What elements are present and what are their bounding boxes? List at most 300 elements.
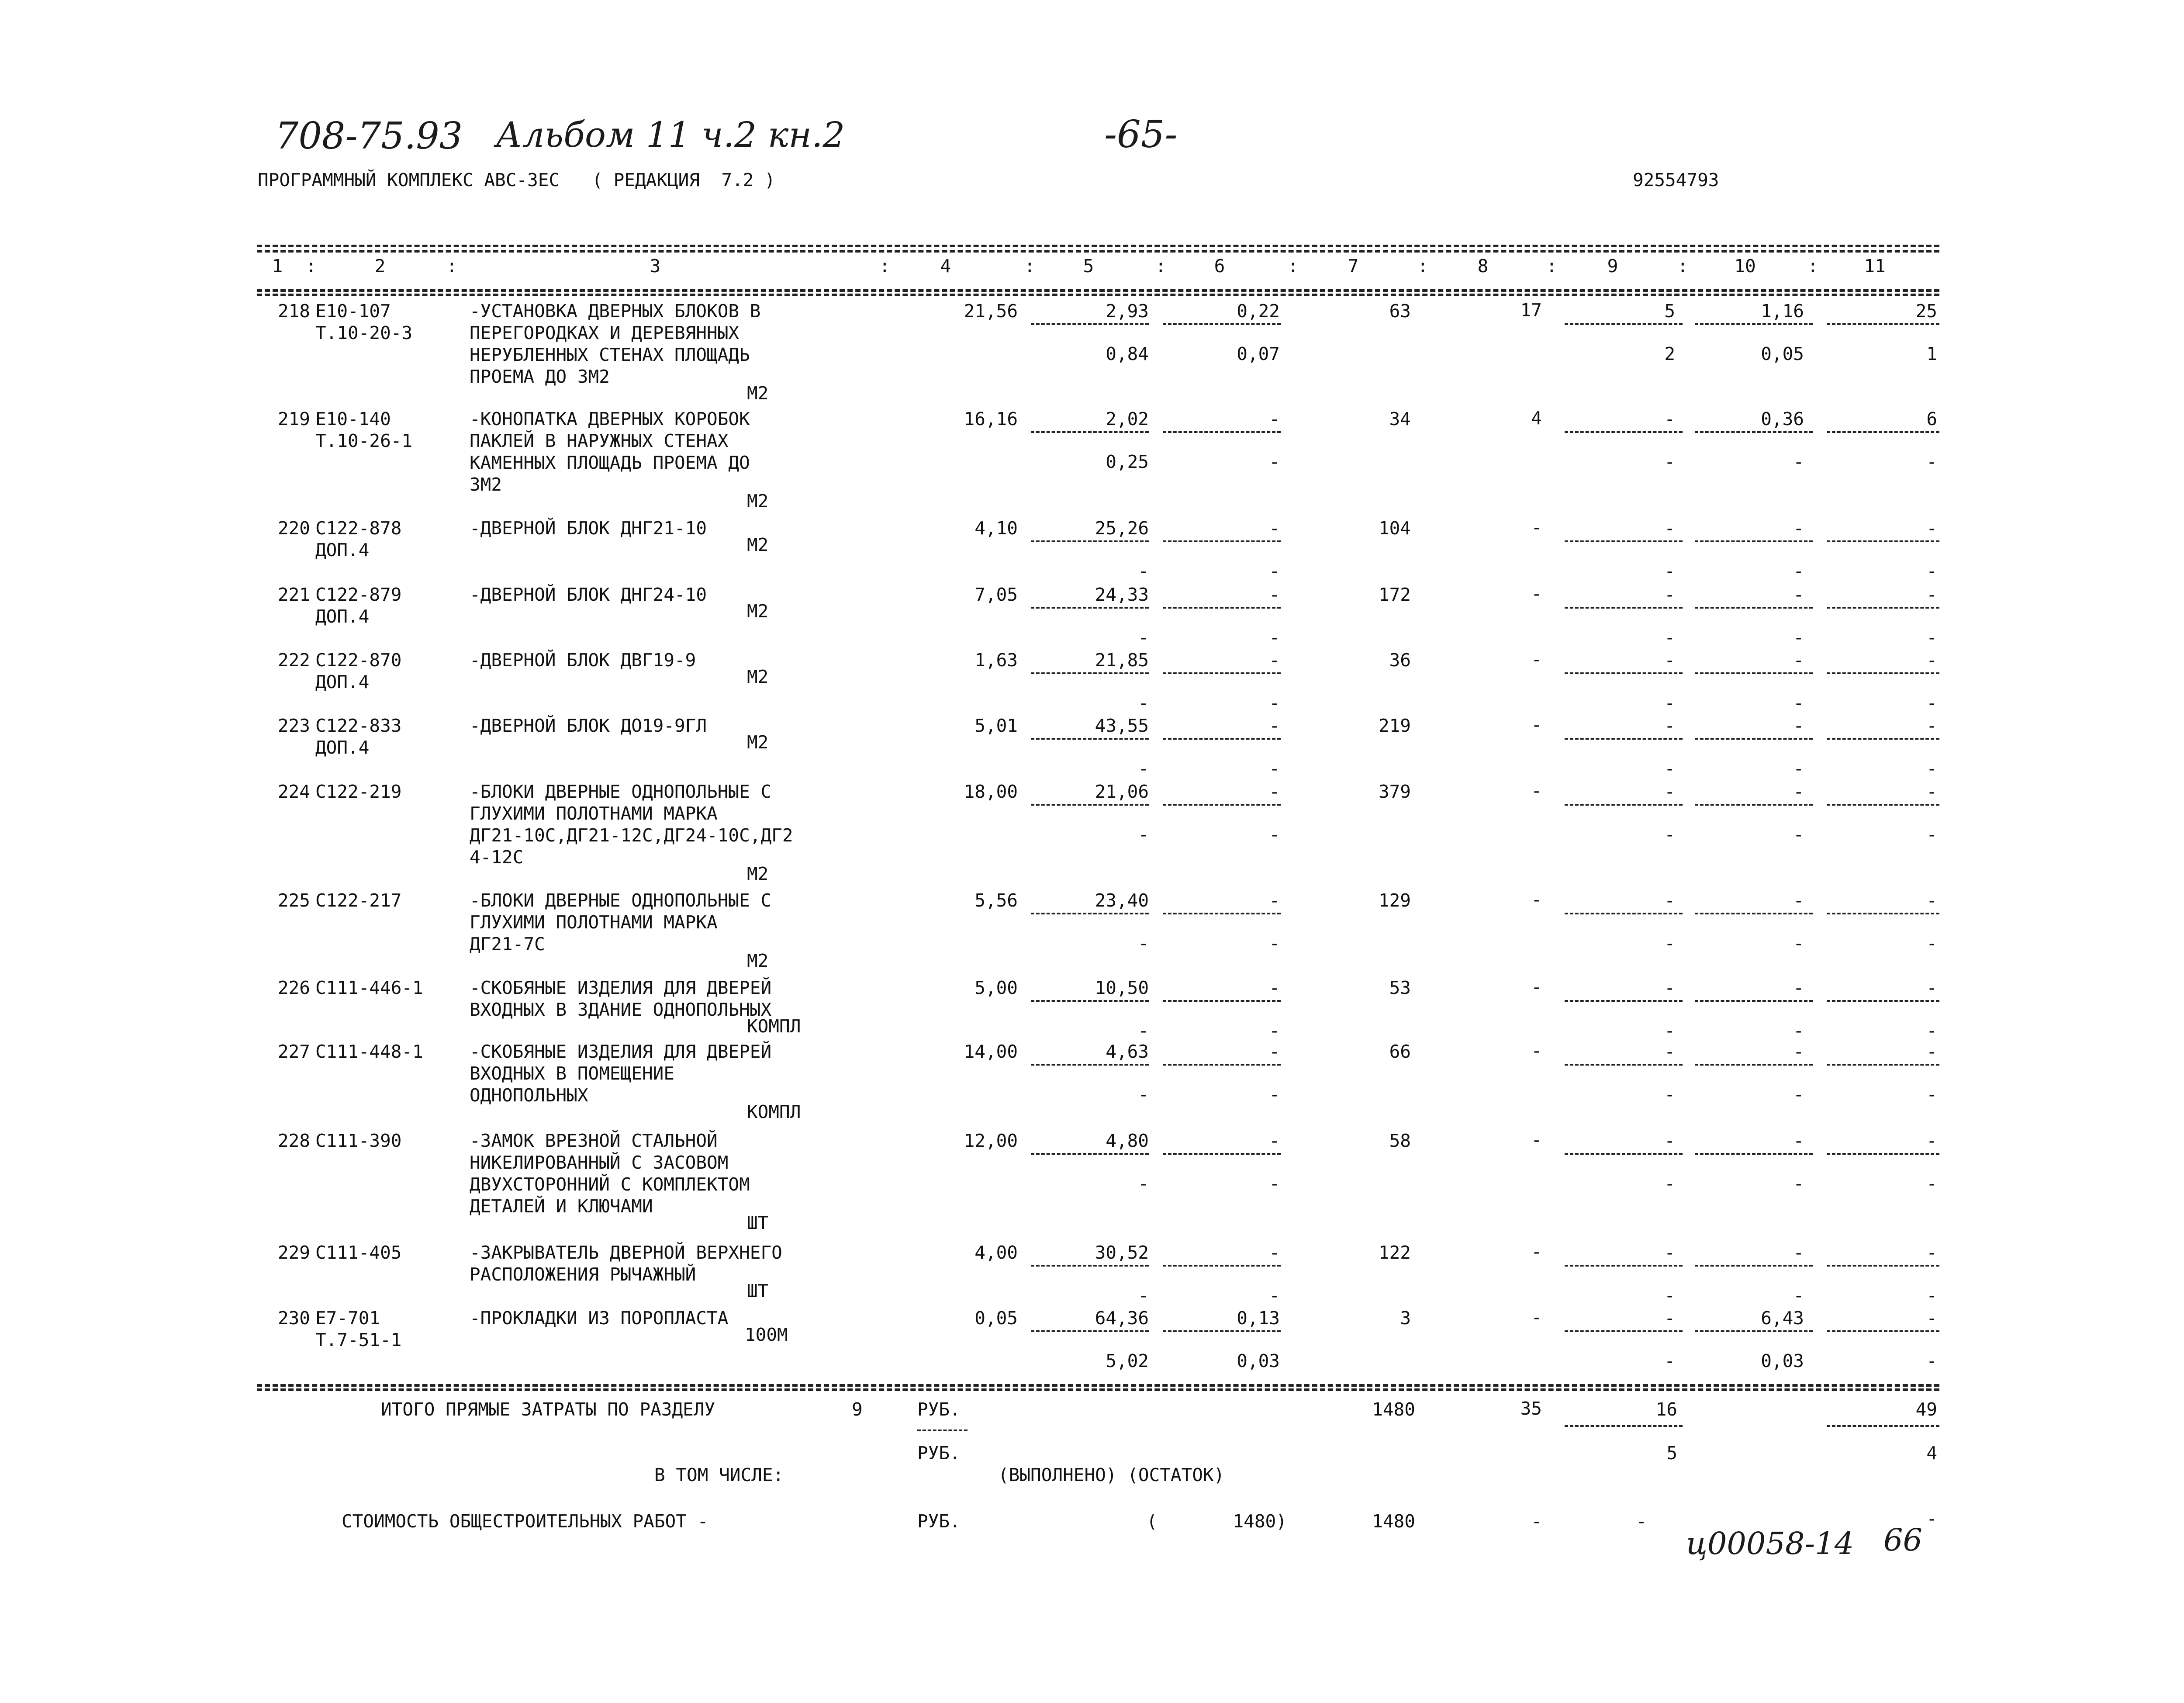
row-c10-divider: [1695, 1000, 1813, 1002]
col-header-11: 11: [1864, 256, 1886, 277]
col-header-4: 4: [940, 256, 951, 277]
row-description: 3М2: [470, 474, 502, 495]
row-description: -ЗАКРЫВАТЕЛЬ ДВЕРНОЙ ВЕРХНЕГО: [470, 1242, 782, 1263]
row-c10-divider: [1695, 913, 1813, 914]
row-c6-top: 0,13: [1237, 1308, 1280, 1329]
row-c10-top: 0,36: [1761, 408, 1804, 429]
row-c9-top: -: [1664, 977, 1675, 998]
row-unit: М2: [747, 383, 769, 404]
row-c9-bottom: -: [1664, 1285, 1675, 1306]
row-c6-top: -: [1269, 1130, 1280, 1151]
row-number: 229: [277, 1242, 310, 1263]
totals-col9: 16: [1655, 1399, 1677, 1420]
row-col7: 172: [1378, 584, 1411, 605]
row-col4: 0,05: [975, 1308, 1018, 1329]
col-header-separator: :: [1677, 256, 1688, 277]
row-c5-divider: [1031, 323, 1149, 325]
row-c5-bottom: -: [1138, 561, 1149, 582]
row-code: ДОП.4: [315, 737, 370, 758]
row-c10-bottom: -: [1793, 1285, 1804, 1306]
including-label: В ТОМ ЧИСЛЕ:: [654, 1464, 784, 1485]
row-c11-divider: [1827, 1000, 1939, 1002]
row-c10-top: 6,43: [1761, 1308, 1804, 1329]
row-c10-bottom: -: [1793, 1084, 1804, 1105]
row-c6-bottom: -: [1269, 1285, 1280, 1306]
row-c5-bottom: 5,02: [1106, 1350, 1149, 1371]
row-c10-divider: [1695, 738, 1813, 740]
row-description: ДГ21-10С,ДГ21-12С,ДГ24-10С,ДГ2: [470, 825, 793, 846]
row-c9-bottom: -: [1664, 1084, 1675, 1105]
row-c5-divider: [1031, 804, 1149, 806]
row-c5-top: 64,36: [1095, 1308, 1149, 1329]
row-col8: -: [1531, 889, 1542, 910]
row-col4: 21,56: [964, 301, 1018, 322]
row-c6-divider: [1163, 804, 1281, 806]
row-c11-top: -: [1926, 1308, 1937, 1329]
row-col7: 66: [1389, 1041, 1411, 1062]
row-col8: -: [1531, 1040, 1542, 1061]
row-c6-top: 0,22: [1237, 301, 1280, 322]
row-col7: 36: [1389, 650, 1411, 671]
row-c10-top: -: [1793, 518, 1804, 539]
row-c5-divider: [1031, 672, 1149, 674]
row-c6-top: -: [1269, 1242, 1280, 1263]
row-c11-top: 25: [1915, 301, 1937, 322]
totals-label: ИТОГО ПРЯМЫЕ ЗАТРАТЫ ПО РАЗДЕЛУ: [381, 1399, 715, 1420]
row-c9-top: -: [1664, 584, 1675, 605]
row-number: 226: [277, 977, 310, 998]
row-number: 218: [277, 301, 310, 322]
col-header-separator: :: [306, 256, 317, 277]
row-c10-top: -: [1793, 1041, 1804, 1062]
row-code: С122-879: [315, 584, 402, 605]
row-unit: М2: [747, 491, 769, 512]
header-bottom-rule: [257, 289, 1939, 292]
row-col7: 122: [1378, 1242, 1411, 1263]
row-number: 225: [277, 890, 310, 911]
row-col8: 17: [1520, 300, 1542, 321]
row-c9-bottom: -: [1664, 1173, 1675, 1194]
row-c11-bottom: -: [1926, 1020, 1937, 1041]
row-description: -ДВЕРНОЙ БЛОК ДВГ19-9: [470, 650, 696, 671]
row-c5-divider: [1031, 540, 1149, 542]
row-c9-bottom: -: [1664, 758, 1675, 779]
row-col4: 14,00: [964, 1041, 1018, 1062]
row-code: С111-448-1: [315, 1041, 423, 1062]
row-c5-top: 23,40: [1095, 890, 1149, 911]
row-code: ДОП.4: [315, 540, 370, 561]
table-bottom-rule: [257, 1384, 1939, 1387]
row-number: 220: [277, 518, 310, 539]
row-unit: ШТ: [747, 1281, 769, 1301]
row-c6-bottom: -: [1269, 1020, 1280, 1041]
row-col8: -: [1531, 583, 1542, 604]
row-c11-top: -: [1926, 781, 1937, 802]
row-col4: 4,10: [975, 518, 1018, 539]
row-c9-bottom: -: [1664, 692, 1675, 713]
row-c6-top: -: [1269, 715, 1280, 736]
row-c5-bottom: 0,84: [1106, 343, 1149, 364]
program-header: ПРОГРАММНЫЙ КОМПЛЕКС АВС-3ЕС ( РЕДАКЦИЯ 7.2 ): [258, 170, 775, 190]
row-unit: М2: [747, 732, 769, 753]
row-unit: КОМПЛ: [747, 1101, 801, 1122]
row-c9-top: -: [1664, 650, 1675, 671]
row-c6-divider: [1163, 1000, 1281, 1002]
row-c11-top: -: [1926, 1242, 1937, 1263]
row-description: -СКОБЯНЫЕ ИЗДЕЛИЯ ДЛЯ ДВЕРЕЙ: [470, 1041, 772, 1062]
row-c9-divider: [1565, 1000, 1683, 1002]
row-c11-top: -: [1926, 977, 1937, 998]
row-description: ПРОЕМА ДО 3М2: [470, 366, 610, 387]
done-rest-label: (ВЫПОЛНЕНО) (ОСТАТОК): [998, 1464, 1225, 1485]
row-col7: 379: [1378, 781, 1411, 802]
row-c11-bottom: -: [1926, 824, 1937, 845]
row-c10-bottom: -: [1793, 561, 1804, 582]
row-c5-bottom: -: [1138, 824, 1149, 845]
col-header-separator: :: [446, 256, 457, 277]
row-c9-top: -: [1664, 518, 1675, 539]
row-c6-top: -: [1269, 781, 1280, 802]
totals-rub-underline: [917, 1430, 968, 1431]
row-c10-bottom: -: [1793, 933, 1804, 954]
handwritten-page-number: -65-: [1104, 113, 1178, 156]
row-c9-divider: [1565, 1265, 1683, 1267]
row-c11-bottom: -: [1926, 758, 1937, 779]
row-c5-divider: [1031, 607, 1149, 609]
row-c9-divider: [1565, 607, 1683, 609]
row-c11-bottom: -: [1926, 1173, 1937, 1194]
row-c11-divider: [1827, 323, 1939, 325]
row-description: ПЕРЕГОРОДКАХ И ДЕРЕВЯННЫХ: [470, 322, 740, 343]
row-c9-bottom: -: [1664, 561, 1675, 582]
row-code: С122-870: [315, 650, 402, 671]
row-c9-divider: [1565, 804, 1683, 806]
row-c10-bottom: -: [1793, 451, 1804, 472]
row-c11-bottom: -: [1926, 627, 1937, 648]
row-c10-bottom: -: [1793, 758, 1804, 779]
row-c6-bottom: -: [1269, 933, 1280, 954]
row-c6-divider: [1163, 431, 1281, 433]
row-unit: ШТ: [747, 1212, 769, 1233]
row-description: -КОНОПАТКА ДВЕРНЫХ КОРОБОК: [470, 408, 750, 429]
row-c9-divider: [1565, 540, 1683, 542]
row-unit: М2: [747, 666, 769, 687]
row-c5-top: 2,93: [1106, 301, 1149, 322]
row-col8: -: [1531, 1129, 1542, 1150]
col-header-5: 5: [1083, 256, 1094, 277]
row-col4: 5,00: [975, 977, 1018, 998]
row-description: -БЛОКИ ДВЕРНЫЕ ОДНОПОЛЬНЫЕ С: [470, 781, 772, 802]
row-col4: 12,00: [964, 1130, 1018, 1151]
row-c11-bottom: -: [1926, 692, 1937, 713]
row-c10-top: -: [1793, 584, 1804, 605]
row-unit: 100М: [745, 1324, 788, 1345]
row-c6-top: -: [1269, 518, 1280, 539]
row-c9-bottom: -: [1664, 1020, 1675, 1041]
row-c6-divider: [1163, 1064, 1281, 1066]
row-code: С122-833: [315, 715, 402, 736]
row-c5-top: 25,26: [1095, 518, 1149, 539]
row-c11-top: -: [1926, 715, 1937, 736]
row-description: ГЛУХИМИ ПОЛОТНАМИ МАРКА: [470, 803, 718, 824]
row-c5-top: 4,80: [1106, 1130, 1149, 1151]
row-c6-divider: [1163, 738, 1281, 740]
row-description: -ПРОКЛАДКИ ИЗ ПОРОПЛАСТА: [470, 1308, 729, 1329]
row-number: 223: [277, 715, 310, 736]
col-header-3: 3: [650, 256, 661, 277]
cost-col11: -: [1926, 1508, 1937, 1529]
row-c10-top: -: [1793, 890, 1804, 911]
row-c5-divider: [1031, 913, 1149, 914]
cost-col8: -: [1531, 1511, 1542, 1532]
row-c6-bottom: 0,07: [1237, 343, 1280, 364]
col-header-separator: :: [1288, 256, 1299, 277]
row-c10-divider: [1695, 1265, 1813, 1267]
cost-col9: -: [1636, 1511, 1647, 1532]
row-col8: -: [1531, 1241, 1542, 1262]
row-description: 4-12С: [470, 847, 524, 868]
row-description: ОДНОПОЛЬНЫХ: [470, 1085, 588, 1106]
col-header-separator: :: [879, 256, 890, 277]
row-col8: -: [1531, 1307, 1542, 1328]
row-c5-bottom: -: [1138, 1020, 1149, 1041]
row-c10-top: -: [1793, 715, 1804, 736]
row-code: Е10-107: [315, 301, 391, 322]
row-c10-divider: [1695, 323, 1813, 325]
row-c6-top: -: [1269, 584, 1280, 605]
totals-col9-b: 5: [1666, 1443, 1677, 1464]
row-c9-divider: [1565, 672, 1683, 674]
row-c10-top: 1,16: [1761, 301, 1804, 322]
row-c5-divider: [1031, 1330, 1149, 1332]
row-c6-divider: [1163, 1330, 1281, 1332]
col-header-separator: :: [1024, 256, 1035, 277]
row-col7: 3: [1400, 1308, 1411, 1329]
row-number: 227: [277, 1041, 310, 1062]
row-c6-bottom: -: [1269, 627, 1280, 648]
row-number: 224: [277, 781, 310, 802]
row-c6-divider: [1163, 1265, 1281, 1267]
row-col7: 104: [1378, 518, 1411, 539]
row-c11-bottom: 1: [1926, 343, 1937, 364]
row-c10-bottom: -: [1793, 627, 1804, 648]
row-c5-divider: [1031, 1265, 1149, 1267]
row-c6-divider: [1163, 913, 1281, 914]
row-c11-top: -: [1926, 1130, 1937, 1151]
row-c9-top: -: [1664, 1041, 1675, 1062]
row-description: ГЛУХИМИ ПОЛОТНАМИ МАРКА: [470, 912, 718, 933]
row-c6-top: -: [1269, 408, 1280, 429]
row-c11-bottom: -: [1926, 451, 1937, 472]
row-c6-bottom: -: [1269, 758, 1280, 779]
row-description: -УСТАНОВКА ДВЕРНЫХ БЛОКОВ В: [470, 301, 761, 322]
row-c5-top: 24,33: [1095, 584, 1149, 605]
row-c6-top: -: [1269, 1041, 1280, 1062]
col-header-1: 1: [272, 256, 283, 277]
row-c11-divider: [1827, 913, 1939, 914]
row-c9-top: -: [1664, 890, 1675, 911]
row-description: НЕРУБЛЕННЫХ СТЕНАХ ПЛОЩАДЬ: [470, 344, 750, 365]
row-c5-top: 21,06: [1095, 781, 1149, 802]
row-c5-bottom: -: [1138, 1173, 1149, 1194]
row-description: -ДВЕРНОЙ БЛОК ДО19-9ГЛ: [470, 715, 707, 736]
header-bottom-rule-2: [257, 294, 1939, 296]
row-c11-top: -: [1926, 584, 1937, 605]
row-c9-bottom: -: [1664, 933, 1675, 954]
row-c9-top: 5: [1664, 301, 1675, 322]
row-unit: М2: [747, 950, 769, 971]
row-c10-divider: [1695, 804, 1813, 806]
row-c6-top: -: [1269, 650, 1280, 671]
row-c9-bottom: -: [1664, 451, 1675, 472]
row-c10-divider: [1695, 1153, 1813, 1155]
row-c5-top: 43,55: [1095, 715, 1149, 736]
row-c10-bottom: -: [1793, 1020, 1804, 1041]
row-c9-bottom: 2: [1664, 343, 1675, 364]
row-c6-divider: [1163, 607, 1281, 609]
col-header-separator: :: [1807, 256, 1818, 277]
row-c11-divider: [1827, 1064, 1939, 1066]
table-top-rule-2: [257, 250, 1939, 253]
row-c11-bottom: -: [1926, 1350, 1937, 1371]
row-col8: 4: [1531, 408, 1542, 429]
row-c6-bottom: -: [1269, 824, 1280, 845]
row-c9-divider: [1565, 1153, 1683, 1155]
row-c6-bottom: -: [1269, 692, 1280, 713]
col-header-separator: :: [1546, 256, 1557, 277]
row-col8: -: [1531, 517, 1542, 538]
row-c11-divider: [1827, 738, 1939, 740]
row-description: РАСПОЛОЖЕНИЯ РЫЧАЖНЫЙ: [470, 1264, 696, 1285]
row-col7: 34: [1389, 408, 1411, 429]
col-header-8: 8: [1477, 256, 1489, 277]
row-col8: -: [1531, 780, 1542, 801]
row-c10-top: -: [1793, 1242, 1804, 1263]
row-code: ДОП.4: [315, 606, 370, 627]
row-col8: -: [1531, 976, 1542, 997]
row-description: КАМЕННЫХ ПЛОЩАДЬ ПРОЕМА ДО: [470, 452, 750, 473]
totals-col7: 1480: [1372, 1399, 1415, 1420]
row-c5-bottom: -: [1138, 1285, 1149, 1306]
row-c6-bottom: -: [1269, 1173, 1280, 1194]
col-header-2: 2: [374, 256, 386, 277]
row-c11-bottom: -: [1926, 561, 1937, 582]
row-c11-top: -: [1926, 890, 1937, 911]
row-c10-bottom: 0,05: [1761, 343, 1804, 364]
row-c11-top: 6: [1926, 408, 1937, 429]
row-c11-divider: [1827, 1330, 1939, 1332]
row-c11-bottom: -: [1926, 1084, 1937, 1105]
row-description: -ЗАМОК ВРЕЗНОЙ СТАЛЬНОЙ: [470, 1130, 718, 1151]
row-col4: 5,01: [975, 715, 1018, 736]
row-code: Т.10-26-1: [315, 430, 413, 451]
totals-section: 9: [852, 1399, 863, 1420]
row-c6-divider: [1163, 323, 1281, 325]
row-code: С122-878: [315, 518, 402, 539]
table-top-rule: [257, 245, 1939, 247]
row-c11-top: -: [1926, 518, 1937, 539]
row-unit: М2: [747, 863, 769, 884]
row-col4: 5,56: [975, 890, 1018, 911]
row-col7: 219: [1378, 715, 1411, 736]
totals-rub-1: РУБ.: [917, 1399, 961, 1420]
row-unit: М2: [747, 534, 769, 555]
handwritten-album: Альбом 11 ч.2 кн.2: [496, 114, 845, 155]
row-c11-divider: [1827, 1265, 1939, 1267]
row-c10-top: -: [1793, 977, 1804, 998]
row-c9-divider: [1565, 323, 1683, 325]
row-c5-bottom: -: [1138, 627, 1149, 648]
cost-col7: 1480: [1372, 1511, 1415, 1532]
row-description: НИКЕЛИРОВАННЫЙ С ЗАСОВОМ: [470, 1152, 729, 1173]
row-c9-top: -: [1664, 781, 1675, 802]
row-c10-divider: [1695, 1064, 1813, 1066]
row-c9-bottom: -: [1664, 824, 1675, 845]
row-c11-divider: [1827, 804, 1939, 806]
row-c10-top: -: [1793, 650, 1804, 671]
row-c5-top: 2,02: [1106, 408, 1149, 429]
col-header-10: 10: [1734, 256, 1756, 277]
totals-rub-2: РУБ.: [917, 1443, 961, 1464]
row-code: Т.7-51-1: [315, 1329, 402, 1350]
row-code: С111-405: [315, 1242, 402, 1263]
totals-col11-divider: [1827, 1425, 1939, 1427]
totals-col8: 35: [1520, 1398, 1542, 1419]
col-header-6: 6: [1214, 256, 1225, 277]
row-c6-top: -: [1269, 890, 1280, 911]
row-c9-bottom: -: [1664, 627, 1675, 648]
row-c5-bottom: -: [1138, 692, 1149, 713]
cost-rub: РУБ.: [917, 1511, 961, 1532]
row-number: 221: [277, 584, 310, 605]
row-c9-divider: [1565, 1330, 1683, 1332]
row-c6-bottom: -: [1269, 561, 1280, 582]
row-c11-bottom: -: [1926, 933, 1937, 954]
row-c5-divider: [1031, 1064, 1149, 1066]
row-c10-top: -: [1793, 781, 1804, 802]
row-c10-bottom: 0,03: [1761, 1350, 1804, 1371]
row-c6-bottom: -: [1269, 1084, 1280, 1105]
row-c10-divider: [1695, 431, 1813, 433]
row-c9-top: -: [1664, 408, 1675, 429]
row-c9-divider: [1565, 431, 1683, 433]
row-c11-divider: [1827, 1153, 1939, 1155]
row-col8: -: [1531, 649, 1542, 670]
row-c6-bottom: -: [1269, 451, 1280, 472]
row-col7: 58: [1389, 1130, 1411, 1151]
row-c11-bottom: -: [1926, 1285, 1937, 1306]
row-c5-bottom: -: [1138, 933, 1149, 954]
row-c9-top: -: [1664, 1308, 1675, 1329]
row-c5-bottom: -: [1138, 1084, 1149, 1105]
row-code: С111-446-1: [315, 977, 423, 998]
row-c5-top: 21,85: [1095, 650, 1149, 671]
row-c11-divider: [1827, 540, 1939, 542]
row-code: Е7-701: [315, 1308, 380, 1329]
row-code: С122-217: [315, 890, 402, 911]
row-c10-divider: [1695, 607, 1813, 609]
row-c11-top: -: [1926, 1041, 1937, 1062]
col-header-7: 7: [1348, 256, 1359, 277]
handwritten-bottom-code: ц00058-14: [1686, 1526, 1854, 1561]
row-description: ДЕТАЛЕЙ И КЛЮЧАМИ: [470, 1196, 653, 1217]
row-c11-top: -: [1926, 650, 1937, 671]
document-number: 92554793: [1633, 170, 1719, 190]
row-col7: 129: [1378, 890, 1411, 911]
row-c10-divider: [1695, 672, 1813, 674]
row-number: 228: [277, 1130, 310, 1151]
row-c9-top: -: [1664, 1242, 1675, 1263]
